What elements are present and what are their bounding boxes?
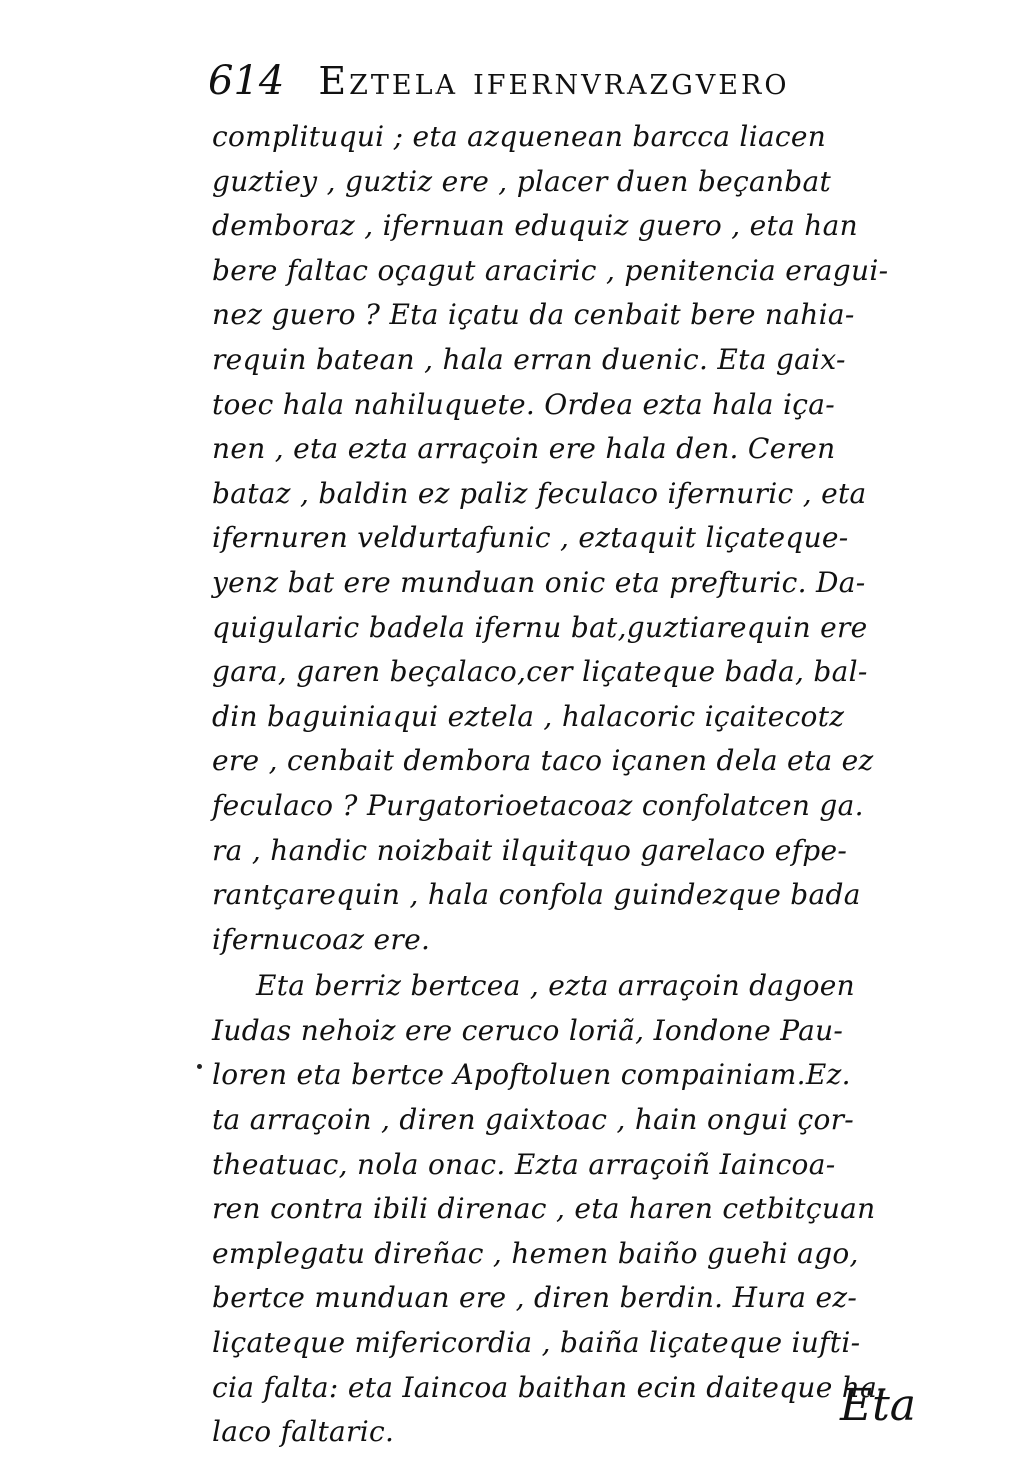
text-line: quigularic badela ifernu bat,guztiarequin ere <box>212 610 868 644</box>
text-line: feculaco ? Purgatorioetacoaz confolatcen ga. <box>212 788 864 822</box>
text-line: Iudas nehoiz ere ceruco loriã, Iondone Pau- <box>212 1013 844 1047</box>
text-line: requin batean , hala erran duenic. Eta gaix- <box>212 342 846 376</box>
text-line: nen , eta ezta arraçoin ere hala den. Ceren <box>212 432 836 466</box>
text-line: nez guero ? Eta içatu da cenbait bere nahia- <box>212 298 855 332</box>
text-line: complituqui ; eta azquenean barcca liacen <box>212 120 827 153</box>
text-line: bertce munduan ere , diren berdin. Hura ez- <box>212 1281 858 1315</box>
body-text <box>212 115 932 1455</box>
text-line: ra , handic noizbait ilquitquo garelaco efpe- <box>212 833 848 867</box>
running-head: Eztela ifernvrazgvero <box>318 59 790 103</box>
page-header <box>208 58 789 108</box>
page-number: 614 <box>208 58 285 104</box>
text-line: laco faltaric. <box>212 1415 395 1449</box>
text-line: cia falta: eta Iaincoa baithan ecin daiteque ha- <box>212 1370 887 1404</box>
text-line: yenz bat ere munduan onic eta prefturic. Da- <box>212 565 866 599</box>
text-line: bere faltac oçagut araciric , penitencia eragui- <box>212 253 889 287</box>
text-line: ifernucoaz ere. <box>212 922 431 956</box>
text-line: liçateque mifericordia , baiña liçateque iufti- <box>212 1326 861 1360</box>
text-line: loren eta bertce Apoftoluen compainiam.Ez. <box>212 1058 851 1092</box>
text-line: ere , cenbait dembora taco içanen dela eta ez <box>212 744 874 778</box>
paragraph <box>212 964 932 1455</box>
text-line: theatuac, nola onac. Ezta arraçoiñ Iaincoa- <box>212 1147 836 1181</box>
text-line: Eta berriz bertcea , ezta arraçoin dagoen <box>256 969 855 1003</box>
paragraph <box>212 115 932 962</box>
text-line: din baguiniaqui eztela , halacoric içaitecotz <box>212 699 845 733</box>
text-line: toec hala nahiluquete. Ordea ezta hala iça- <box>212 387 835 421</box>
catchword: Eta <box>840 1380 917 1431</box>
text-line: ifernuren veldurtafunic , eztaquit liçateque- <box>212 521 849 555</box>
text-line: demboraz , ifernuan eduquiz guero , eta han <box>212 209 858 243</box>
text-line: ta arraçoin , diren gaixtoac , hain ongui çor- <box>212 1103 855 1137</box>
text-line: rantçarequin , hala confola guindezque bada <box>212 878 861 912</box>
text-line: ren contra ibili direnac , eta haren cetbitçuan <box>212 1192 876 1226</box>
text-line: guztiey , guztiz ere , placer duen beçanbat <box>212 164 832 198</box>
text-line: gara, garen beçalaco,cer liçateque bada, bal- <box>212 655 868 689</box>
text-line: emplegatu direñac , hemen baiño guehi ago, <box>212 1236 859 1270</box>
text-line: bataz , baldin ez paliz feculaco ifernuric , eta <box>212 476 867 510</box>
margin-mark <box>197 1064 202 1069</box>
